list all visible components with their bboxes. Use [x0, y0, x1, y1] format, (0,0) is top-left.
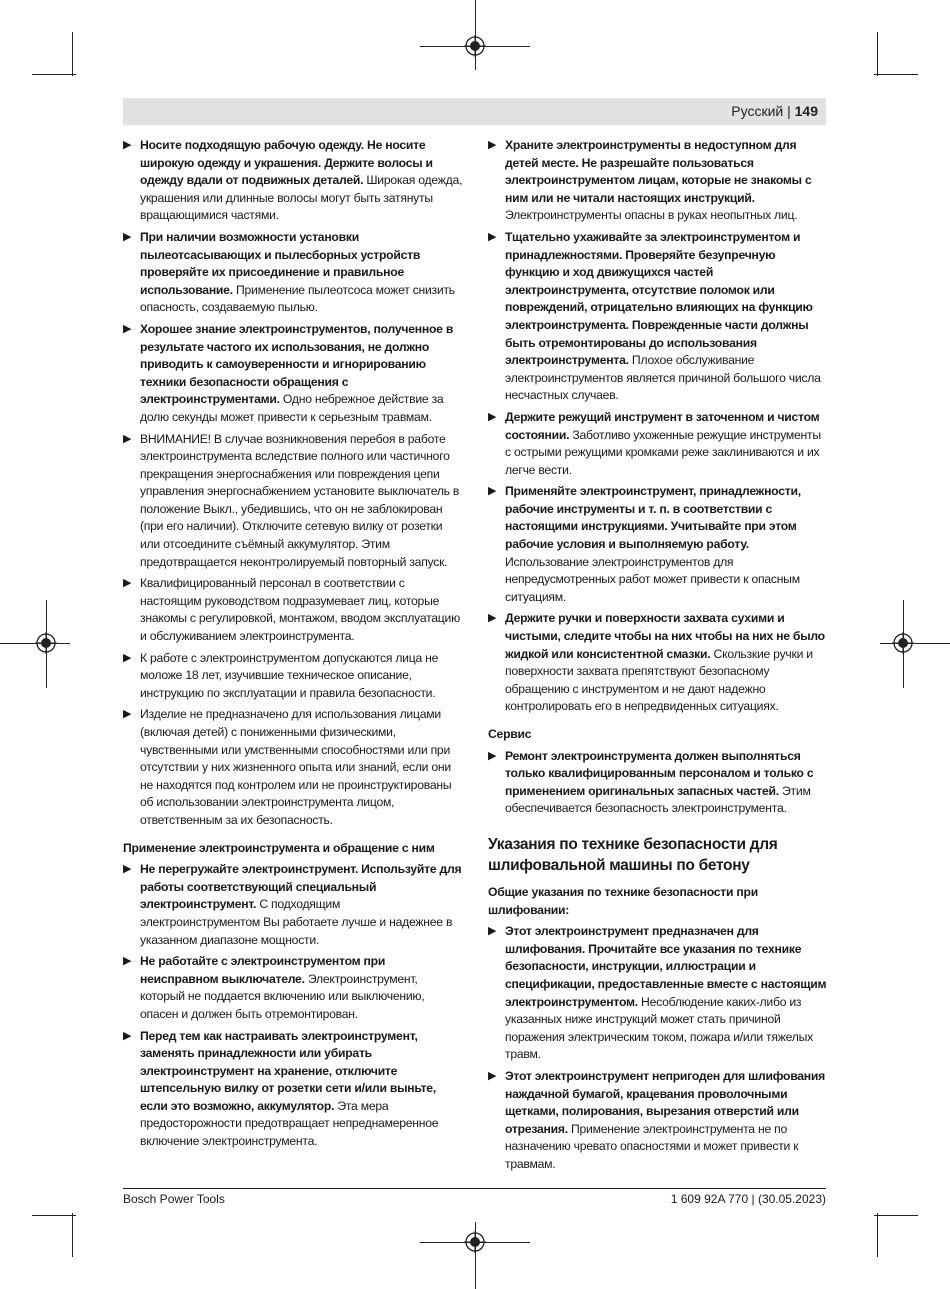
list-item: [123, 575, 463, 645]
bullet-arrow-icon: ▶: [123, 651, 132, 664]
list-item-text: Использование электроинструментов для непредусмотренных работ может привести к опасным ситуациям.: [505, 554, 800, 604]
header-text: [731, 103, 818, 119]
crop-mark: [72, 1213, 73, 1257]
list-item-bold-text: Этот электроинструмент предназначен для шлифования. Прочитайте все указания по технике безопасности, инструкции, иллюстрации и спецификации, предоставленные вместе с настоящим электроинструментом.: [505, 924, 827, 1009]
bullet-arrow-icon: ▶: [123, 432, 132, 445]
footer-doc-number: 1 609 92A 770 | (30.05.2023): [670, 1192, 826, 1206]
crop-mark: [874, 74, 918, 75]
header-separator: |: [787, 103, 791, 119]
bullet-arrow-icon: ▶: [488, 612, 497, 625]
registration-target-icon: [892, 632, 914, 654]
bullet-arrow-icon: ▶: [123, 230, 132, 243]
section-subheading: Общие указания по технике безопасности при шлифовании:: [488, 884, 758, 917]
list-item: [488, 748, 828, 818]
bullet-arrow-icon: ▶: [488, 749, 497, 762]
list-item-bold-text: Держите ручки и поверхности захвата сухими и чистыми, следите чтобы на них чтобы на них не было жидкой или консистентной смазки.: [505, 611, 825, 661]
list-item: [123, 1028, 463, 1151]
list-item-text: Этим обеспечивается безопасность электроинструмента.: [505, 783, 811, 816]
list-item-bold-text: Хорошее знание электроинструментов, полученное в результате частого их использования, не должно приводить к самоуверенности и игнорированию техники безопасности обращения с электроинструментами.: [140, 321, 454, 407]
crop-mark: [32, 74, 76, 75]
list-item-bold-text: Применяйте электроинструмент, принадлежности, рабочие инструменты и т. п. в соответствии с настоящими инструкциями. Учитывайте при этом рабочие условия и выполняемую работу.: [505, 484, 801, 552]
right-column: [488, 137, 828, 1177]
list-item-text: Электроинструмент, который не поддается включению или выключению, опасен и должен быть отремонтирован.: [140, 971, 425, 1021]
list-item: [123, 706, 463, 829]
crop-mark: [877, 1213, 878, 1257]
list-item-text: С подходящим электроинструментом Вы работаете лучше и надежнее в указанном диапазоне мощности.: [140, 897, 453, 947]
list-item-text: Широкая одежда, украшения или длинные волосы могут быть затянуты вращающимися частями.: [140, 173, 463, 223]
section-heading: Указания по технике безопасности для шлифовальной машины по бетону: [488, 835, 778, 874]
bullet-arrow-icon: ▶: [488, 230, 497, 243]
list-item-text: К работе с электроинструментом допускаются лица не моложе 18 лет, изучившие техническое описание, инструкцию по эксплуатации и правила безопасности.: [140, 650, 439, 700]
list-item: [488, 483, 828, 606]
list-item-text: Применение электроинструмента не по назначению чревато опасностями и может привести к травмам.: [505, 1121, 799, 1171]
registration-target-icon: [464, 35, 486, 57]
bullet-arrow-icon: ▶: [123, 1029, 132, 1042]
page-header: [123, 98, 826, 125]
list-item: [123, 953, 463, 1023]
registration-target-icon: [464, 1231, 486, 1253]
list-item: [488, 610, 828, 716]
list-item: [488, 137, 828, 225]
header-language: Русский: [731, 103, 784, 119]
list-item-bold-text: Тщательно ухаживайте за электроинструментом и принадлежностями. Проверяйте безупречную функцию и ход движущихся частей электроинструмента, отсутствие поломок или повреждений, отрицательно влияющих на функцию электроинструмента. Поврежденные части должны быть отремонтированы до использования электроинструмента.: [505, 229, 813, 368]
registration-target-icon: [35, 632, 57, 654]
bullet-arrow-icon: ▶: [488, 139, 497, 151]
left-column: [123, 137, 463, 1155]
list-item-text: Квалифицированный персонал в соответствии с настоящим руководством подразумевает лиц, которые знакомы с регулировкой, монтажом, вводом эксплуатацию и обслуживанием электроинструмента.: [140, 576, 460, 644]
list-item: [123, 431, 463, 572]
bullet-arrow-icon: ▶: [123, 708, 132, 721]
list-item-bold-text: Перед тем как настраивать электроинструмент, заменять принадлежности или убирать электроинструмент на хранение, отключите штепсельную вилку от розетки сети и/или выньте, если это возможно, аккумулятор.: [140, 1028, 436, 1113]
list-item-text: Плохое обслуживание электроинструментов является причиной большого числа несчастных случаев.: [505, 353, 821, 403]
bullet-arrow-icon: ▶: [488, 925, 497, 938]
list-item-text: Электроинструменты опасны в руках неопытных лиц.: [505, 208, 798, 223]
list-item: [488, 1068, 828, 1174]
list-item-bold-text: Не работайте с электроинструментом при неисправном выключателе.: [140, 954, 386, 986]
bullet-arrow-icon: ▶: [123, 955, 132, 968]
list-item-text: Одно небрежное действие за долю секунды может привести к серьезным травмам.: [140, 392, 444, 424]
list-item-bold-text: Держите режущий инструмент в заточенном и чистом состоянии.: [505, 409, 820, 442]
bullet-arrow-icon: ▶: [123, 139, 132, 151]
list-item-bold-text: Этот электроинструмент непригоден для шлифования наждачной бумагой, крацевания проволочными щетками, полирования, вырезания отверстий или отрезания.: [505, 1068, 826, 1136]
bullet-arrow-icon: ▶: [123, 322, 132, 335]
bullet-arrow-icon: ▶: [488, 485, 497, 498]
list-item: [123, 229, 463, 317]
bullet-arrow-icon: ▶: [123, 577, 132, 590]
crop-mark: [72, 32, 73, 76]
list-item: [123, 650, 463, 703]
list-item: [488, 409, 828, 479]
list-item-bold-text: Носите подходящую рабочую одежду. Не носите широкую одежду и украшения. Держите волосы и одежду вдали от подвижных деталей.: [140, 138, 433, 188]
footer-brand: Bosch Power Tools: [123, 1192, 225, 1206]
list-item-bold-text: Ремонт электроинструмента должен выполняться только квалифицированным персоналом и только с применением оригинальных запасных частей.: [505, 748, 814, 798]
page-number: 149: [794, 103, 818, 119]
list-item: [488, 229, 828, 405]
bullet-arrow-icon: ▶: [488, 410, 497, 423]
list-item: [123, 137, 463, 225]
list-item-bold-text: Храните электроинструменты в недоступном для детей месте. Не разрешайте пользоваться электроинструментом лицам, которые не знакомы с ним или не читали настоящих инструкций.: [505, 138, 812, 205]
list-item: [123, 861, 463, 949]
crop-mark: [877, 32, 878, 76]
bullet-arrow-icon: ▶: [123, 863, 132, 876]
list-item: [123, 321, 463, 427]
bullet-arrow-icon: ▶: [488, 1069, 497, 1082]
list-item-text: Изделие не предназначено для использования лицами (включая детей) с пониженными физическими, чувственными или умственными способностями или при отсутствии у них жизненного опыта или знаний, если они не находятся под контролем или не проинструктированы об использовании электроинструмента лицом, ответственным за их безопасность.: [140, 707, 452, 827]
list-item-text: ВНИМАНИЕ! В случае возникновения перебоя в работе электроинструмента вследствие полного или частичного прекращения энергоснабжения или повреждения цепи управления энергоснабжением установите выключатель в положение Выкл., убедившись, что он не заблокирован (при его наличии). Отключите сетевую вилку от розетки или отсоедините съёмный аккумулятор. Этим предотвращается неконтролируемый повторный запуск.: [140, 431, 460, 569]
list-item-text: Применение пылеотсоса может снизить опасность, создаваемую пылью.: [140, 282, 455, 315]
crop-mark: [874, 1215, 918, 1216]
subheading-service: Сервис: [488, 727, 532, 741]
subheading-tool-use: Применение электроинструмента и обращение с ним: [123, 840, 435, 855]
footer-rule: [123, 1188, 826, 1189]
list-item-text: Заботливо ухоженные режущие инструменты с острыми режущими кромками реже заклиниваются и их легче вести.: [505, 427, 821, 477]
list-item-bold-text: При наличии возможности установки пылеотсасывающих и пылесборных устройств проверяйте их присоединение и правильное использование.: [140, 229, 421, 297]
list-item: [488, 923, 828, 1064]
list-item-text: Скользкие ручки и поверхности захвата препятствуют безопасному обращению с инструментом и не дают надежно контролировать его в непредвиденных ситуациях.: [505, 646, 813, 714]
registration-line: [880, 643, 950, 644]
list-item-bold-text: Не перегружайте электроинструмент. Используйте для работы соответствующий специальный электроинструмент.: [140, 862, 462, 912]
list-item-text: Эта мера предосторожности предотвращает непреднамеренное включение электроинструмента.: [140, 1098, 439, 1149]
crop-mark: [32, 1215, 76, 1216]
list-item-text: Несоблюдение каких-либо из указанных ниже инструкций может стать причиной поражения электрическим током, пожара и/или тяжелых травм.: [505, 994, 813, 1062]
